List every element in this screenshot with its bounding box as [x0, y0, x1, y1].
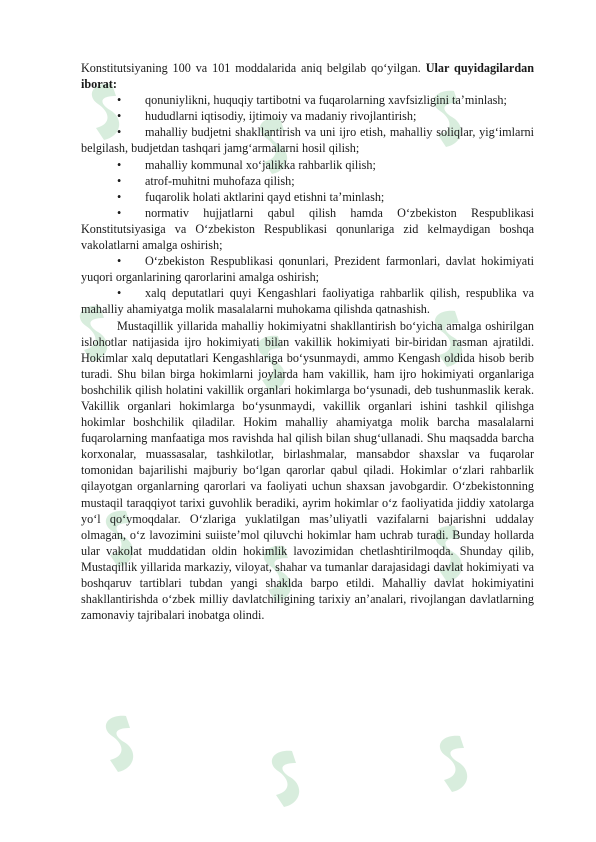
bullet-icon: • [117, 109, 122, 124]
list-item-text: qonuniylikni, huquqiy tartibotni va fuqarolarning xavfsizligini ta’minlash; [145, 93, 507, 108]
list-item [81, 157, 534, 173]
bullet-icon: • [117, 189, 122, 204]
bullet-icon: • [117, 93, 122, 108]
bullet-icon: • [117, 205, 122, 220]
bullet-icon: • [117, 254, 122, 269]
list-item [81, 189, 534, 205]
green-s-logo-watermark-icon [430, 730, 472, 800]
bullet-icon: • [117, 125, 122, 140]
list-item-text: fuqarolik holati aktlarini qayd etishni ta’minlash; [145, 189, 385, 204]
list-item [81, 124, 534, 156]
list-item-text: hududlarni iqtisodiy, ijtimoiy va madaniy rivojlantirish; [145, 109, 417, 124]
green-s-logo-watermark-icon [262, 745, 304, 815]
list-item [81, 92, 534, 108]
list-item [81, 253, 534, 285]
bullet-icon: • [117, 173, 122, 188]
list-item-text: mahalliy budjetni shakllantirish va uni ijro etish, mahalliy soliqlar, yig‘imlarni belgilash, budjetdan tashqari jamg‘armalarni hosil qilish; [81, 125, 534, 156]
list-item [81, 173, 534, 189]
list-item-text: atrof-muhitni muhofaza qilish; [145, 173, 295, 188]
list-item-text: xalq deputatlari quyi Kengashlari faoliyatiga rahbarlik qilish, respublika va mahalliy ahamiyatga molik masalalarni muhokama qilishda qatnashish. [81, 286, 534, 317]
bullet-icon: • [117, 157, 122, 172]
intro-text: Konstitutsiyaning 100 va 101 moddalarida aniq belgilab qo‘yilgan. [81, 61, 426, 75]
body-paragraph: Mustaqillik yillarida mahalliy hokimiyatni shakllantirish bo‘yicha amalga oshirilgan islohotlar natijasida ijro hokimiyati bilan vakillik hokimiyati bir-biridan rasman ajratildi. Hokimlar xalq deputatlari Kengashlariga bo‘ysunmaydi, ammo Kengash oldida hisob berib turadi. Shu bilan birga hokimlarni joylarda ham vakillik, ham ijro hokimiyati organlariga boshchilik qilish holatini vakillik organlari hokimlarga bo‘ysunadi, deb tushunmaslik kerak. Vakillik organlari hokimlarga bo‘ysunmaydi, vakillik organlari ishini tashkil qilishga hokimlar boshchilik qiladilar. Hokim mahalliy ahamiyatga molik barcha masalalarni fuqarolarning manfaatiga mos ravishda hal qilish bilan shug‘ullanadi. Shu maqsadda barcha korxonalar, muassasalar, tashkilotlar, birlashmalar, mansabdor shaxslar va fuqarolar tomonidan bajarilishi majburiy bo‘lgan qarorlar qabul qiladi. Hokimlar o‘zlari rahbarlik qilayotgan organlarning qarorlari va faoliyati uchun shaxsan javobgardir. O‘zbekistonning mustaqil taraqqiyot tarixi guvohlik beradiki, ayrim hokimlar o‘z faoliyatida jiddiy xatolarga yo‘l qo‘ymoqdalar. O‘zlariga yuklatilgan mas’uliyatli vazifalarni bajarishni uddalay olmagan, o‘z lavozimini suiiste’mol qiluvchi hokimlar ham uchrab turadi. Bunday hollarda ular vakolat muddatidan oldin hokimlik lavozimidan chetlashtirilmoqda. Shunday qilib, Mustaqillik yillarida markaziy, viloyat, shahar va tumanlar darajasidagi davlat hokimiyati va boshqaruv tartiblari tubdan yangi shaklda barpo etildi. Mahalliy davlat hokimiyatini shakllantirishda o‘zbek milliy davlatchiligining tarixiy an’analari, rivojlangan davlatlarning zamonaviy tajribalari inobatga olindi. [81, 318, 534, 623]
list-item [81, 108, 534, 124]
document-page [81, 60, 534, 623]
bullet-icon: • [117, 286, 122, 301]
list-item-text: mahalliy kommunal xo‘jalikka rahbarlik qilish; [145, 157, 376, 172]
green-s-logo-watermark-icon [96, 710, 138, 780]
list-item [81, 205, 534, 253]
intro-paragraph [81, 60, 534, 92]
list-item-text: O‘zbekiston Respublikasi qonunlari, Prezident farmonlari, davlat hokimiyati yuqori organlarining qarorlarini amalga oshirish; [81, 254, 534, 285]
list-item-text: normativ hujjatlarni qabul qilish hamda O‘zbekiston Respublikasi Konstitutsiyasiga va O‘zbekiston Respublikasi qonunlariga zid kelmaydigan boshqa vakolatlarni amalga oshirish; [81, 205, 534, 253]
intro-bold-text: Ular quyidagilardan iborat: [81, 61, 534, 92]
list-item [81, 285, 534, 317]
